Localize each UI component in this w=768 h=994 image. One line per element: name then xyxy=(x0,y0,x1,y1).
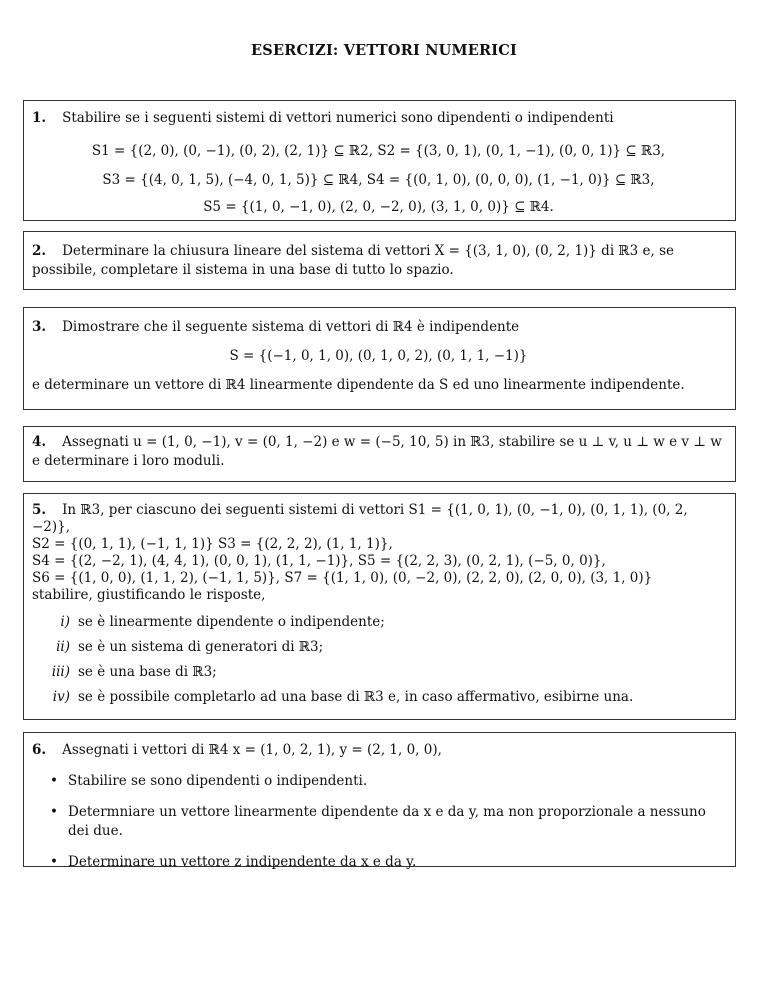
list-item xyxy=(32,689,725,706)
item-label: i) xyxy=(60,614,70,630)
item-text: Stabilire se sono dipendenti o indipendenti. xyxy=(68,773,368,789)
exercise-text: stabilire, giustificando le risposte, xyxy=(32,587,266,603)
formula-line: S2 = {(0, 1, 1), (−1, 1, 1)} S3 = {(2, 2, 2), (1, 1, 1)}, xyxy=(32,536,393,552)
item-label: iv) xyxy=(52,689,70,705)
formula-line: S = {(−1, 0, 1, 0), (0, 1, 0, 2), (0, 1, 1, −1)} xyxy=(229,348,528,364)
exercise-3-box xyxy=(23,307,736,410)
item-text: se è possibile completarlo ad una base di ℝ3 e, in caso affermativo, esibirne una. xyxy=(78,689,634,705)
item-text: Determinare un vettore z indipendente da x e da y. xyxy=(68,854,417,870)
formula-line: S5 = {(1, 0, −1, 0), (2, 0, −2, 0), (3, 1, 0, 0)} ⊆ ℝ4. xyxy=(203,199,554,215)
list-item xyxy=(32,614,725,631)
exercise-number: 6. xyxy=(32,742,47,758)
item-text: Determniare un vettore linearmente dipendente da x e da y, ma non proporzionale a nessuno dei due. xyxy=(68,804,706,839)
exercise-text: e determinare un vettore di ℝ4 linearmente dipendente da S ed uno linearmente indipendente. xyxy=(32,377,685,393)
exercise-4-box xyxy=(23,426,736,482)
list-item xyxy=(32,853,725,872)
exercise-text: Assegnati i vettori di ℝ4 x = (1, 0, 2, 1), y = (2, 1, 0, 0), xyxy=(62,742,442,758)
item-label: iii) xyxy=(51,664,70,680)
bullet-icon: • xyxy=(50,854,58,870)
exercise-text: Stabilire se i seguenti sistemi di vettori numerici sono dipendenti o indipendenti xyxy=(62,110,614,126)
list-item xyxy=(32,639,725,656)
bullet-icon: • xyxy=(50,804,58,820)
exercise-6-box xyxy=(23,732,736,870)
exercise-5-box xyxy=(23,493,736,720)
formula-line: S1 = {(2, 0), (0, −1), (0, 2), (2, 1)} ⊆ ℝ2, S2 = {(3, 0, 1), (0, 1, −1), (0, 0, 1)} ⊆ ℝ3, xyxy=(91,143,666,159)
item-text: se è un sistema di generatori di ℝ3; xyxy=(78,639,324,655)
item-text: se è una base di ℝ3; xyxy=(78,664,217,680)
exercise-2-box xyxy=(23,231,736,290)
page-title: ESERCIZI: VETTORI NUMERICI xyxy=(251,42,517,59)
list-item xyxy=(32,803,725,841)
exercise-1-box xyxy=(23,100,736,221)
exercise-number: 3. xyxy=(32,319,47,335)
item-label: ii) xyxy=(56,639,70,655)
list-item xyxy=(32,772,725,791)
item-text: se è linearmente dipendente o indipendente; xyxy=(78,614,385,630)
list-item xyxy=(32,664,725,681)
exercise-number: 1. xyxy=(32,110,47,126)
exercise-text: In ℝ3, per ciascuno dei seguenti sistemi di vettori S1 = {(1, 0, 1), (0, −1, 0), (0, 1, 1), (0, 2, −2)}, xyxy=(32,502,688,535)
bullet-icon: • xyxy=(50,773,58,789)
exercise-number: 4. xyxy=(32,434,47,450)
formula-line: S3 = {(4, 0, 1, 5), (−4, 0, 1, 5)} ⊆ ℝ4, S4 = {(0, 1, 0), (0, 0, 0), (1, −1, 0)} ⊆ ℝ3, xyxy=(102,172,655,188)
exercise-text: Dimostrare che il seguente sistema di vettori di ℝ4 è indipendente xyxy=(62,319,520,335)
exercise-number: 5. xyxy=(32,502,47,518)
formula-line: S6 = {(1, 0, 0), (1, 1, 2), (−1, 1, 5)}, S7 = {(1, 1, 0), (0, −2, 0), (2, 2, 0), (2, 0, 0), (3, 1, 0)} xyxy=(32,570,653,586)
exercise-text: Determinare la chiusura lineare del sistema di vettori X = {(3, 1, 0), (0, 2, 1)} di ℝ3 e, se possibile, completare il sistema in una base di tutto lo spazio. xyxy=(32,243,675,278)
exercise-number: 2. xyxy=(32,243,47,259)
formula-line: S4 = {(2, −2, 1), (4, 4, 1), (0, 0, 1), (1, 1, −1)}, S5 = {(2, 2, 3), (0, 2, 1), (−5, 0, 0)}, xyxy=(32,553,606,569)
exercise-text: Assegnati u = (1, 0, −1), v = (0, 1, −2) e w = (−5, 10, 5) in ℝ3, stabilire se u ⊥ v, u ⊥ w e v ⊥ w e determinare i loro moduli. xyxy=(32,434,722,469)
